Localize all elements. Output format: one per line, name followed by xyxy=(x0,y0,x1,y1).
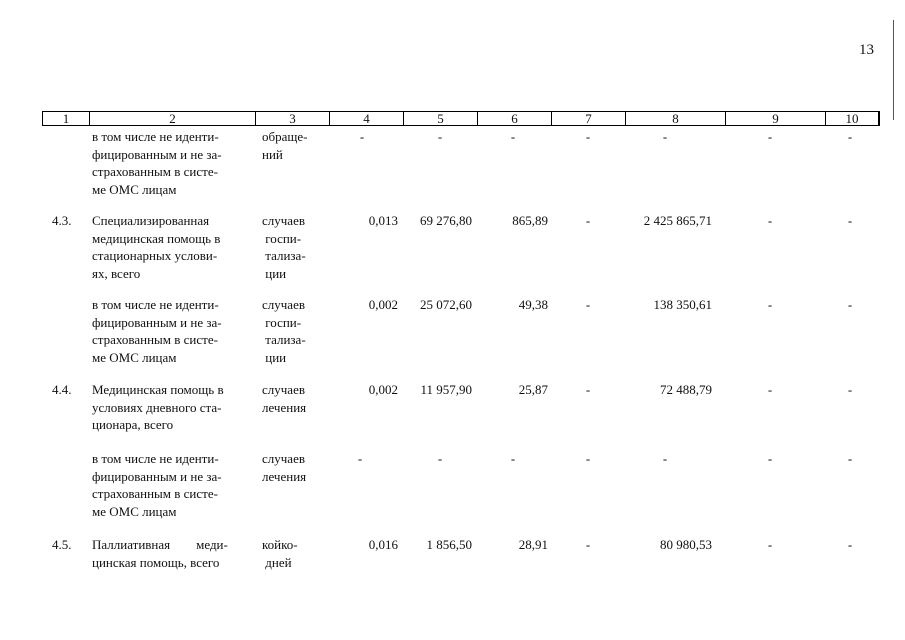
table-header-row xyxy=(42,111,880,126)
row-col-4: 0,016 xyxy=(368,537,398,552)
row-unit: случаев лечения xyxy=(262,382,307,415)
row-col-4: 0,013 xyxy=(368,213,398,228)
row-unit: койко- дней xyxy=(262,537,298,570)
header-col-5: 5 xyxy=(403,112,477,125)
row-unit: случаев госпи- тализа- ции xyxy=(262,297,306,365)
row-col-4: - xyxy=(357,451,363,466)
row-col-6: 49,38 xyxy=(518,297,548,312)
row-number: 4.3. xyxy=(52,213,72,228)
row-name: Медицинская помощь в условиях дневного ста- ционара, всего xyxy=(92,382,224,432)
row-col-9: - xyxy=(767,451,773,466)
row-col-10: - xyxy=(847,382,853,397)
row-col-4: 0,002 xyxy=(368,297,398,312)
row-col-10: - xyxy=(847,213,853,228)
row-col-9: - xyxy=(767,297,773,312)
row-number: 4.4. xyxy=(52,382,72,397)
row-col-4: 0,002 xyxy=(368,382,398,397)
row-col-8: 138 350,61 xyxy=(653,297,712,312)
page-number: 13 xyxy=(859,42,874,58)
row-number: 4.5. xyxy=(52,537,72,552)
header-col-9: 9 xyxy=(725,112,825,125)
row-col-10: - xyxy=(847,537,853,552)
row-col-8: 80 980,53 xyxy=(660,537,712,552)
header-col-6: 6 xyxy=(477,112,551,125)
row-col-9: - xyxy=(767,382,773,397)
row-col-8: 2 425 865,71 xyxy=(643,213,712,228)
row-col-7: - xyxy=(585,213,591,228)
header-col-10: 10 xyxy=(825,112,879,125)
row-col-6: 28,91 xyxy=(518,537,548,552)
row-name: Специализированная медицинская помощь в стационарных услови- ях, всего xyxy=(92,213,221,281)
row-col-6: 25,87 xyxy=(518,382,548,397)
row-unit: случаев лечения xyxy=(262,451,307,484)
header-col-4: 4 xyxy=(329,112,403,125)
row-col-8: 72 488,79 xyxy=(660,382,712,397)
row-col-7: - xyxy=(585,129,591,144)
row-col-6: 865,89 xyxy=(512,213,548,228)
row-name: в том числе не иденти- фицированным и не за- страхованным в систе- ме ОМС лицам xyxy=(92,297,222,365)
row-col-9: - xyxy=(767,213,773,228)
header-col-2: 2 xyxy=(89,112,255,125)
row-unit: случаев госпи- тализа- ции xyxy=(262,213,306,281)
row-col-7: - xyxy=(585,297,591,312)
row-col-6: - xyxy=(510,129,516,144)
header-col-7: 7 xyxy=(551,112,625,125)
row-col-10: - xyxy=(847,297,853,312)
row-col-8: - xyxy=(662,451,668,466)
row-col-5: - xyxy=(437,129,443,144)
header-col-1: 1 xyxy=(62,111,70,126)
row-col-6: - xyxy=(510,451,516,466)
right-edge-line xyxy=(893,20,894,120)
row-col-5: 69 276,80 xyxy=(420,213,472,228)
row-name: Паллиативная меди- цинская помощь, всего xyxy=(92,537,228,570)
row-name: в том числе не иденти- фицированным и не за- страхованным в систе- ме ОМС лицам xyxy=(92,451,222,519)
row-col-5: 1 856,50 xyxy=(426,537,472,552)
row-col-4: - xyxy=(359,129,365,144)
row-col-7: - xyxy=(585,537,591,552)
header-col-8: 8 xyxy=(625,112,725,125)
row-col-7: - xyxy=(585,382,591,397)
row-name: в том числе не иденти- фицированным и не за- страхованным в систе- ме ОМС лицам xyxy=(92,129,222,197)
row-col-5: 11 957,90 xyxy=(420,382,472,397)
row-col-5: 25 072,60 xyxy=(420,297,472,312)
row-col-8: - xyxy=(662,129,668,144)
header-col-3: 3 xyxy=(255,112,329,125)
row-unit: обраще- ний xyxy=(262,129,308,162)
row-col-9: - xyxy=(767,537,773,552)
row-col-5: - xyxy=(437,451,443,466)
row-col-9: - xyxy=(767,129,773,144)
row-col-10: - xyxy=(847,451,853,466)
row-col-7: - xyxy=(585,451,591,466)
row-col-10: - xyxy=(847,129,853,144)
